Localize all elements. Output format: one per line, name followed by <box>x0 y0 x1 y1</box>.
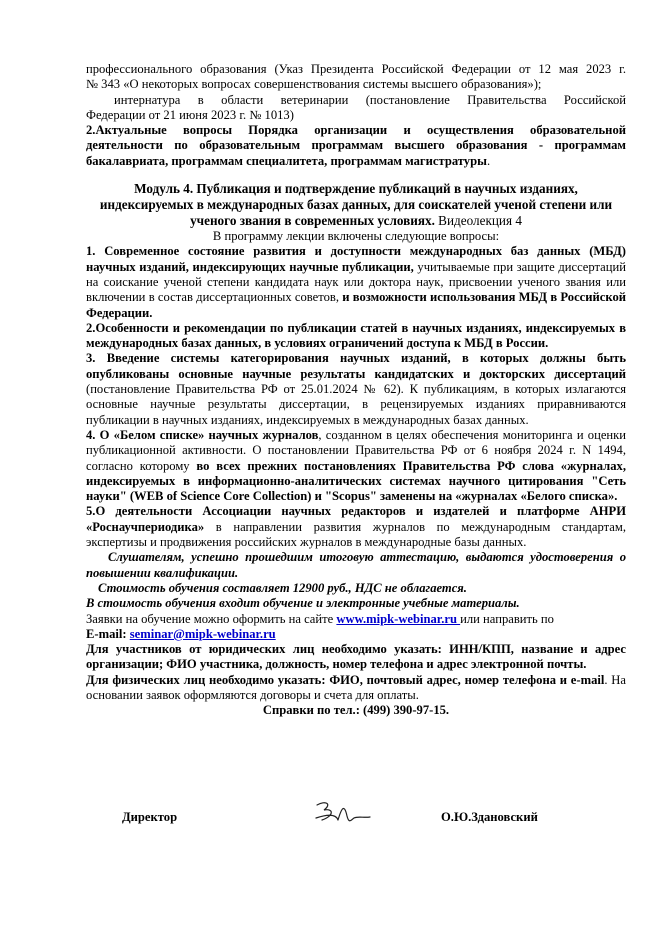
question-4-text: , созданном в целях обеспечения мониторинга и оценки публикационной активности. О постановлении Правительства РФ от 6 ноября 2024 г. N 1494, согласно которому <box>86 427 627 473</box>
question-3 <box>86 351 626 427</box>
question-5-text: в направлении развития журналов по международным стандартам, экспертизы и продвижения российских журналов в международные базы данных. <box>86 519 626 550</box>
apply-line <box>86 612 626 627</box>
director-name: О.Ю.Здановский <box>441 810 538 824</box>
apply-text: Заявки на обучение можно оформить на сайте <box>86 611 337 626</box>
intro-line-3: интернатура в области ветеринарии (постановление Правительства Российской <box>114 92 626 107</box>
module-video: Видеолекция 4 <box>434 213 522 229</box>
site-link[interactable]: www.mipk-webinar.ru <box>336 611 461 626</box>
question-1-title: 1. Современное состояние развития и доступности международных баз данных (МБД) научных изданий, индексирующих научные публикации, <box>86 244 626 274</box>
apply-text-2: или направить по <box>460 611 554 626</box>
intro-line-2: № 343 «О некоторых вопросах совершенствования системы высшего образования»); <box>86 77 542 92</box>
question-2-title: 2.Особенности и рекомендации по публикации статей в научных изданиях, индексируемых в международных базах данных, в условиях ограничений доступа к МБД в России. <box>86 320 626 351</box>
phone-line: Справки по тел.: (499) 390-97-15. <box>262 703 450 718</box>
question-2 <box>86 321 626 352</box>
module-title-text: Модуль 4. Публикация и подтверждение публикаций в научных изданиях, индексируемых в международных базах данных, для соискателей ученой степени или ученого звания в современных условиях. <box>99 181 613 229</box>
intro-item-2-end: . <box>486 153 491 168</box>
email-link[interactable]: seminar@mipk-webinar.ru <box>129 626 276 641</box>
individuals-note-text: Для физических лиц необходимо указать: ФИО, почтовый адрес, номер телефона и e-mail <box>86 672 605 687</box>
question-3-title: 3. Введение системы категорирования научных изданий, в которых должны быть опубликованы основные научные результаты кандидатских и докторских диссертаций <box>86 351 626 381</box>
individuals-note <box>86 673 626 704</box>
certificate-note: Слушателям, успешно прошедшим итоговую аттестацию, выдаются удостоверения о повышении квалификации. <box>86 550 626 580</box>
intro-line-4: Федерации от 21 июня 2023 г. № 1013) <box>86 107 294 122</box>
question-1-title-2: и возможности использования МБД в Российской Федерации. <box>86 290 626 320</box>
question-4-title: 4. О «Белом списке» научных журналов <box>86 427 319 442</box>
intro-item-2 <box>86 123 626 169</box>
module-title <box>86 181 626 229</box>
signature-image <box>308 796 372 836</box>
email-line <box>86 627 626 642</box>
question-1-text: учитываемые при защите диссертаций на соискание ученой степени кандидата наук или доктора наук, присвоении ученого звания или включении в состав диссертационных советов, <box>86 259 626 305</box>
document-page <box>86 62 626 719</box>
module-intro: В программу лекции включены следующие вопросы: <box>212 229 500 244</box>
question-5 <box>86 504 626 550</box>
signature-block <box>0 796 660 836</box>
email-label: E-mail: <box>86 626 130 641</box>
director-label: Директор <box>122 810 178 824</box>
intro-line-1: профессионального образования (Указ Президента Российской Федерации от 12 мая 2023 г. <box>86 62 626 76</box>
includes-note: В стоимость обучения входит обучение и электронные учебные материалы. <box>86 596 520 611</box>
individuals-note-end: . На основании заявок оформляются договоры и счета для оплаты. <box>86 672 626 702</box>
intro-item-2-text: 2.Актуальные вопросы Порядка организации и осуществления образовательной деятельности по образовательным программам высшего образования - программам бакалавриата, программам специалитета, программам магистратуры <box>86 123 626 168</box>
question-5-title: 5.О деятельности Ассоциации научных редакторов и издателей и платформе АНРИ «Роснаучпериодика» <box>86 504 626 534</box>
question-3-text: (постановление Правительства РФ от 25.01.2024 № 62). К публикациям, в которых излагаются основные научные результаты диссертации, в рецензируемых изданиях приравниваются публикации в научных изданиях, индексируемых в международных базах данных. <box>86 382 626 427</box>
question-4 <box>86 428 626 504</box>
question-1 <box>86 244 626 320</box>
legal-entities-note: Для участников от юридических лиц необходимо указать: ИНН/КПП, название и адрес организации; ФИО участника, должность, номер телефона и адрес электронной почты. <box>86 642 626 672</box>
question-4-title-2: во всех прежних постановлениях Правительства РФ слова «журналах, индексируемых в информационно-аналитических системах научного цитирования "Сеть науки" (WEB of Science Core Collection) и "Scopus" заменены на «журналах «Белого списка». <box>86 458 626 504</box>
spacer <box>86 169 626 181</box>
cost-note: Стоимость обучения составляет 12900 руб., НДС не облагается. <box>98 580 467 595</box>
